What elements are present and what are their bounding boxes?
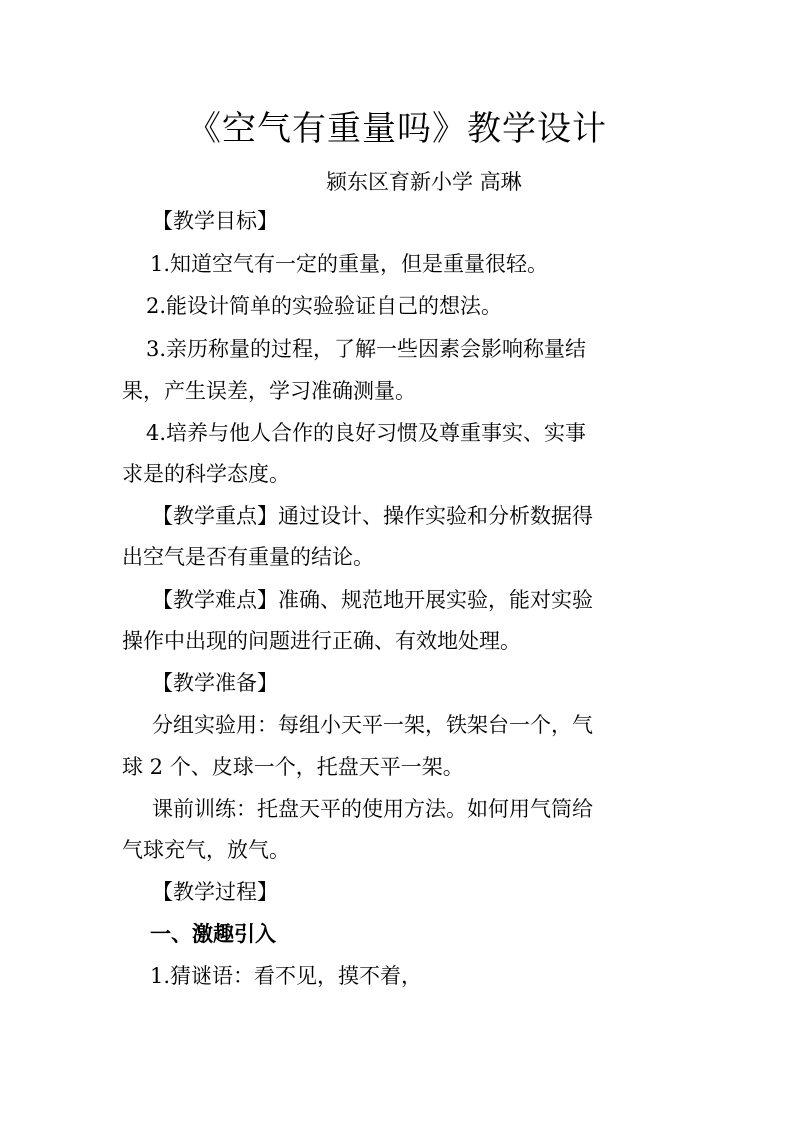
section-heading-preparation: 【教学准备】 <box>152 671 278 695</box>
difficulty-paragraph-continued: 操作中出现的问题进行正确、有效地处理。 <box>122 629 521 653</box>
section-heading-objectives: 【教学目标】 <box>152 209 278 233</box>
difficulty-paragraph: 【教学难点】准确、规范地开展实验，能对实验 <box>152 588 593 612</box>
pretraining-paragraph: 课前训练：托盘天平的使用方法。如何用气筒给 <box>152 797 593 821</box>
section-heading-process: 【教学过程】 <box>152 880 278 904</box>
objective-item-4: 4.培养与他人合作的良好习惯及尊重事实、实事 <box>146 421 587 445</box>
process-subheading-intro: 一、激趣引入 <box>150 921 276 946</box>
author-line: 颍东区育新小学 高琳 <box>326 170 522 194</box>
document-title: 《空气有重量吗》教学设计 <box>187 109 607 149</box>
pretraining-paragraph-continued: 气球充气，放气。 <box>122 838 290 862</box>
objective-item-3-continued: 果，产生误差，学习准确测量。 <box>122 379 416 403</box>
process-item-1: 1.猜谜语：看不见，摸不着， <box>150 964 423 988</box>
preparation-paragraph: 分组实验用：每组小天平一架，铁架台一个，气 <box>152 713 593 737</box>
objective-item-2: 2.能设计简单的实验验证自己的想法。 <box>146 294 503 318</box>
key-point-paragraph-continued: 出空气是否有重量的结论。 <box>122 545 374 569</box>
preparation-paragraph-continued: 球 2 个、皮球一个，托盘天平一架。 <box>122 755 464 779</box>
key-point-paragraph: 【教学重点】通过设计、操作实验和分析数据得 <box>152 504 593 528</box>
objective-item-1: 1.知道空气有一定的重量，但是重量很轻。 <box>150 252 549 276</box>
objective-item-3: 3.亲历称量的过程，了解一些因素会影响称量结 <box>146 337 587 361</box>
objective-item-4-continued: 求是的科学态度。 <box>122 462 290 486</box>
